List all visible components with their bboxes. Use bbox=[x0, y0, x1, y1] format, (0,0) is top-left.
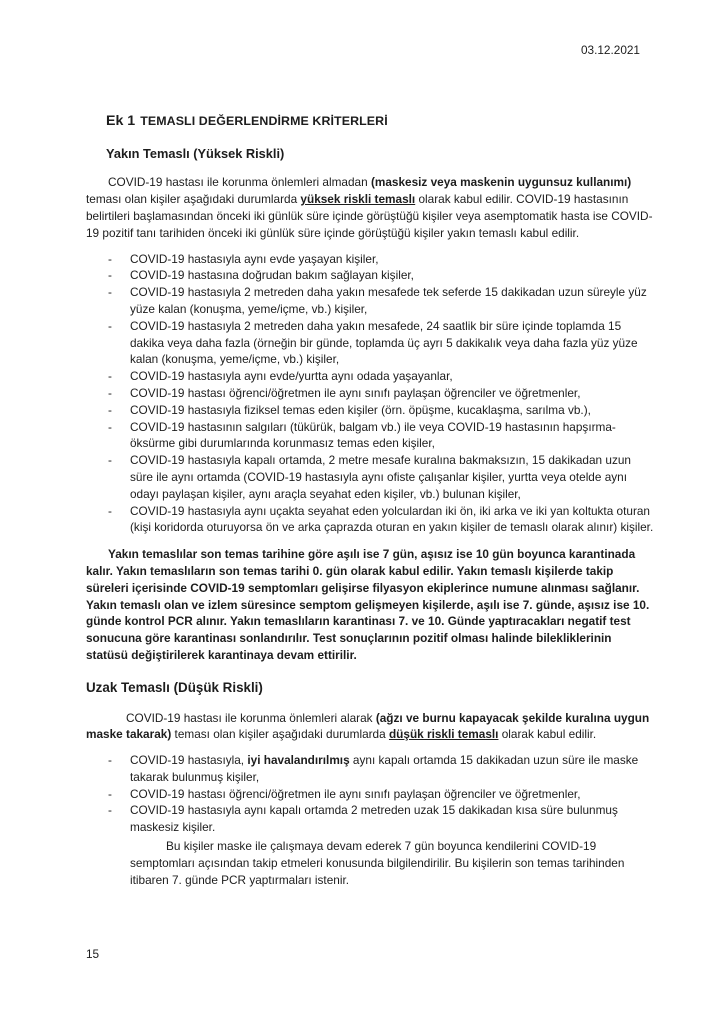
section1-title: Yakın Temaslı (Yüksek Riskli) bbox=[106, 145, 285, 161]
bullet-text bbox=[130, 419, 654, 453]
bullet-dash: - bbox=[108, 503, 112, 518]
text-run: COVID-19 hastası ile korunma önlemleri almadan bbox=[108, 175, 371, 190]
bullet-dash: - bbox=[108, 268, 112, 283]
list-item bbox=[108, 752, 654, 786]
section2-title: Uzak Temaslı (Düşük Riskli) bbox=[86, 679, 263, 695]
section2-intro-paragraph bbox=[86, 710, 654, 744]
list-item bbox=[108, 318, 654, 368]
bullet-text bbox=[130, 786, 654, 803]
text-run: COVID-19 hastasıyla kapalı ortamda, 2 metre mesafe kuralına bakmaksızın, 15 dakikadan uzun süre ile aynı ortamda (COVID-19 hastasıyla aynı ofiste çalışanlar kişiler, yurtta veya otelde aynı odayı paylaşan kişiler, aynı araçla seyahat eden kişiler, vb.) bulunan kişiler, bbox=[130, 453, 631, 501]
bullet-dash: - bbox=[108, 385, 112, 400]
text-run: (ağzı ve burnu kapayacak şekilde kuralına uygun maske takarak) bbox=[86, 710, 650, 742]
text-run: COVID-19 hastası ile korunma önlemleri alarak bbox=[126, 710, 376, 725]
text-run: COVID-19 hastasıyla, bbox=[130, 753, 248, 768]
bullet-text bbox=[130, 802, 654, 836]
text-run: COVID-19 hastasıyla aynı evde yaşayan kişiler, bbox=[130, 251, 379, 266]
bullet-dash: - bbox=[108, 402, 112, 417]
list-item bbox=[108, 452, 654, 502]
section1-summary-paragraph: Yakın temaslılar son temas tarihine göre aşılı ise 7 gün, aşısız ise 10 gün boyunca karantinada kalır. Yakın temaslıların son temas tarihi 0. gün olarak kabul edilir. Yakın temaslı kişilerde takip süreleri içerisinde COVID-19 semptomları gelişirse filyasyon ekiplerince numune alınması sağlanır. Yakın temaslı olan ve izlem süresince semptom gelişmeyen kişilerde, aşılı ise 7. günde, aşısız ise 10. günde kontrol PCR alınır. Yakın temaslıların karantinası 7. ve 10. Günde yaptıracakları negatif test sonucuna göre karantinası sonlandırılır. Test sonuçlarının pozitif olması halinde bilekliklerinin statüsü değiştirilerek karantinaya devam ettirilir. bbox=[86, 547, 650, 662]
text-run: düşük riskli temaslı bbox=[388, 727, 499, 742]
text-run: COVID-19 hastasıyla fiziksel temas eden kişiler (örn. öpüşme, kucaklaşma, sarılma vb.), bbox=[130, 402, 591, 417]
text-run: teması olan kişiler aşağıdaki durumlarda bbox=[86, 192, 301, 207]
text-run: olarak kabul edilir. bbox=[498, 727, 597, 742]
bullet-dash: - bbox=[108, 318, 112, 333]
bullet-text bbox=[130, 318, 654, 368]
list-item bbox=[108, 251, 654, 268]
text-run: COVID-19 hastasına doğrudan bakım sağlayan kişiler, bbox=[130, 268, 414, 283]
text-run: COVID-19 hastasıyla 2 metreden daha yakın mesafede tek seferde 15 dakikadan uzun süreyle yüz yüze kalan (konuşma, yeme/içme, vb.) kişiler, bbox=[130, 285, 647, 316]
bullet-text bbox=[130, 368, 654, 385]
bullet-dash: - bbox=[108, 251, 112, 266]
appendix-title: TEMASLI DEĞERLENDİRME KRİTERLERİ bbox=[140, 113, 388, 128]
text-run: iyi havalandırılmış bbox=[247, 753, 350, 768]
text-run: yüksek riskli temaslı bbox=[300, 192, 416, 207]
section1-bullet-list bbox=[86, 251, 654, 537]
bullet-text bbox=[130, 752, 654, 786]
bullet-dash: - bbox=[108, 786, 112, 801]
text-run: COVID-19 hastasıyla aynı evde/yurtta aynı odada yaşayanlar, bbox=[130, 369, 453, 384]
list-item bbox=[108, 368, 654, 385]
document-date: 03.12.2021 bbox=[580, 43, 640, 57]
bullet-dash: - bbox=[108, 419, 112, 434]
bullet-text bbox=[130, 267, 654, 284]
bullet-dash: - bbox=[108, 285, 112, 300]
list-item bbox=[108, 402, 654, 419]
appendix-heading bbox=[106, 113, 654, 130]
list-item bbox=[108, 284, 654, 318]
text-run: aynı kapalı ortamda 15 dakikadan uzun süre ile maske takarak bulunmuş kişiler, bbox=[130, 753, 639, 784]
list-item bbox=[108, 802, 654, 836]
page-number: 15 bbox=[86, 947, 100, 961]
section2-bullet-list bbox=[86, 752, 654, 836]
text-run: COVID-19 hastasıyla aynı kapalı ortamda 2 metreden uzak 15 dakikadan kısa süre bulunmuş maskesiz kişiler. bbox=[130, 803, 618, 835]
text-run: COVID-19 hastası öğrenci/öğretmen ile aynı sınıfı paylaşan öğrenciler ve öğretmenler, bbox=[130, 385, 581, 400]
list-item bbox=[108, 419, 654, 453]
text-run: COVID-19 hastası öğrenci/öğretmen ile aynı sınıfı paylaşan öğrenciler ve öğretmenler, bbox=[130, 786, 581, 801]
text-run: teması olan kişiler aşağıdaki durumlarda bbox=[171, 727, 389, 742]
bullet-text bbox=[130, 284, 654, 318]
list-item bbox=[108, 786, 654, 803]
text-run: COVID-19 hastasının salgıları (tükürük, balgam vb.) ile veya COVID-19 hastasının hapşırma-öksürme gibi durumlarında korunmasız temas eden kişiler, bbox=[130, 419, 616, 451]
bullet-text bbox=[130, 452, 654, 502]
bullet-dash: - bbox=[108, 369, 112, 384]
bullet-dash: - bbox=[108, 453, 112, 468]
list-item bbox=[108, 385, 654, 402]
bullet-text bbox=[130, 251, 654, 268]
bullet-dash: - bbox=[108, 753, 112, 768]
bullet-text bbox=[130, 385, 654, 402]
text-run: COVID-19 hastasıyla aynı uçakta seyahat eden yolculardan iki ön, iki arka ve iki yan koltukta oturan (kişi koridorda oturuyorsa ön ve arka çaprazda oturan en yakın kişiler de temaslı olarak alınır) kişiler. bbox=[130, 503, 654, 535]
section1-intro-paragraph bbox=[86, 174, 654, 241]
text-run: (maskesiz veya maskenin uygunsuz kullanımı) bbox=[370, 175, 632, 190]
bullet-dash: - bbox=[108, 803, 112, 818]
text-run: olarak kabul edilir. COVID-19 hastasının belirtileri başlamasından önceki iki günlük süre içinde görüştüğü kişiler veya asemptomatik hasta ise COVID-19 pozitif tanı tarihiden önceki iki günlük süre içinde görüştüğü kişiler yakın temaslı kabul edilir. bbox=[86, 192, 653, 240]
appendix-number: Ek 1 bbox=[106, 112, 136, 129]
text-run: COVID-19 hastasıyla 2 metreden daha yakın mesafede, 24 saatlik bir süre içinde toplamda 15 dakika veya daha fazla (örneğin bir günde, toplamda üç ayrı 5 dakikalık veya daha fazla yüz yüze kalan (konuşma, yeme/içme, vb.) kişiler, bbox=[130, 318, 638, 367]
list-item bbox=[108, 503, 654, 537]
list-item bbox=[108, 267, 654, 284]
bullet-text bbox=[130, 503, 654, 537]
section2-note-paragraph: Bu kişiler maske ile çalışmaya devam ederek 7 gün boyunca kendilerini COVID-19 semptomları açısından takip etmeleri konusunda bilgilendirilir. Bu kişilerin son temas tarihinden itibaren 7. günde PCR yaptırmaları istenir. bbox=[130, 839, 625, 887]
bullet-text bbox=[130, 402, 654, 419]
